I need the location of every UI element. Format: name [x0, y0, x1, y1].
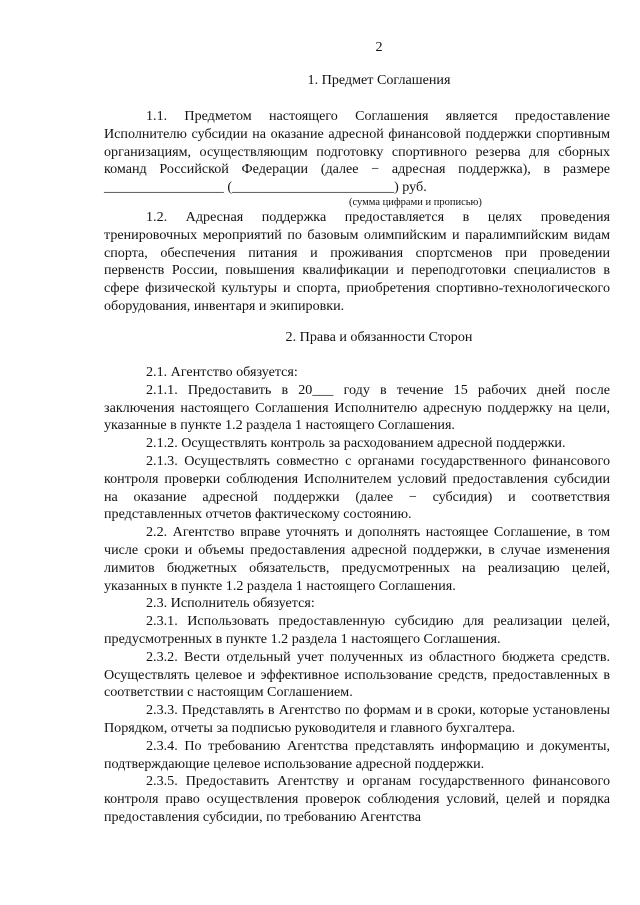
paragraph-2-1-2: 2.1.2. Осуществлять контроль за расходованием адресной поддержки. — [146, 435, 566, 452]
paragraph-2-1: 2.1. Агентство обязуется: — [146, 364, 298, 380]
section-2-title: 2. Права и обязанности Сторон — [285, 329, 473, 345]
paragraph-2-2: 2.2. Агентство вправе уточнять и дополнять настоящее Соглашение, в том числе сроки и объемы предоставления адресной поддержки, в случае изменения лимитов бюджетных обязательств, предусмотренных на реализацию целей, указанных в пункте 1.2 раздела 1 настоящего Соглашения. — [104, 524, 610, 594]
paragraph-2-1-1: 2.1.1. Предоставить в 20___ году в течение 15 рабочих дней после заключения настоящего Соглашения Исполнителю адресную поддержку на цели, указанные в пункте 1.2 раздела 1 настоящего Соглашения. — [104, 381, 610, 434]
paragraph-2-3-4: 2.3.4. По требованию Агентства представлять информацию и документы, подтверждающие целевое использование адресной поддержки. — [104, 737, 610, 772]
paragraph-2-3-3: 2.3.3. Представлять в Агентство по формам и в сроки, которые установлены Порядком, отчеты за подписью руководителя и главного бухгалтера. — [104, 702, 610, 736]
page-number: 2 — [375, 39, 383, 55]
section-1-title: 1. Предмет Соглашения — [307, 72, 451, 88]
amount-caption: (сумма цифрами и прописью) — [349, 196, 482, 208]
paragraph-2-3: 2.3. Исполнитель обязуется: — [146, 595, 315, 612]
paragraph-1-1: 1.1. Предметом настоящего Соглашения является предоставление Исполнителю субсидии на оказание адресной финансовой поддержки спортивным организациям, осуществляющим подготовку спортивного резерва для сборных команд Российской Федерации (далее − адресная поддержка), в размере _________________ (_______________________) руб. — [104, 108, 610, 196]
section-1-body — [104, 108, 610, 316]
section-2-body — [104, 364, 610, 827]
paragraph-1-2: 1.2. Адресная поддержка предоставляется в целях проведения тренировочных мероприятий по базовым олимпийским и паралимпийским видам спорта, обеспечения питания и проживания спортсменов при проведении первенств России, повышения квалификации и переподготовки специалистов в сфере физической культуры и спорта, приобретения спортивно-технологического оборудования, инвентаря и экипировки. — [104, 208, 610, 314]
paragraph-2-3-2: 2.3.2. Вести отдельный учет полученных из областного бюджета средств. Осуществлять целевое и эффективное использование средств, предоставленных в соответствии с настоящим Соглашением. — [104, 648, 610, 701]
paragraph-2-1-3: 2.1.3. Осуществлять совместно с органами государственного финансового контроля проверки соблюдения Исполнителем условий предоставления субсидии на оказание адресной поддержки (далее − субсидия) и соответствия представленных отчетов фактическому состоянию. — [104, 452, 610, 523]
paragraph-2-3-5: 2.3.5. Предоставить Агентству и органам государственного финансового контроля право осуществления проверок соблюдения условий, целей и порядка предоставления субсидии, по требованию Агентства — [104, 773, 610, 825]
paragraph-2-3-1: 2.3.1. Использовать предоставленную субсидию для реализации целей, предусмотренных в пункте 1.2 раздела 1 настоящего Соглашения. — [104, 613, 610, 647]
